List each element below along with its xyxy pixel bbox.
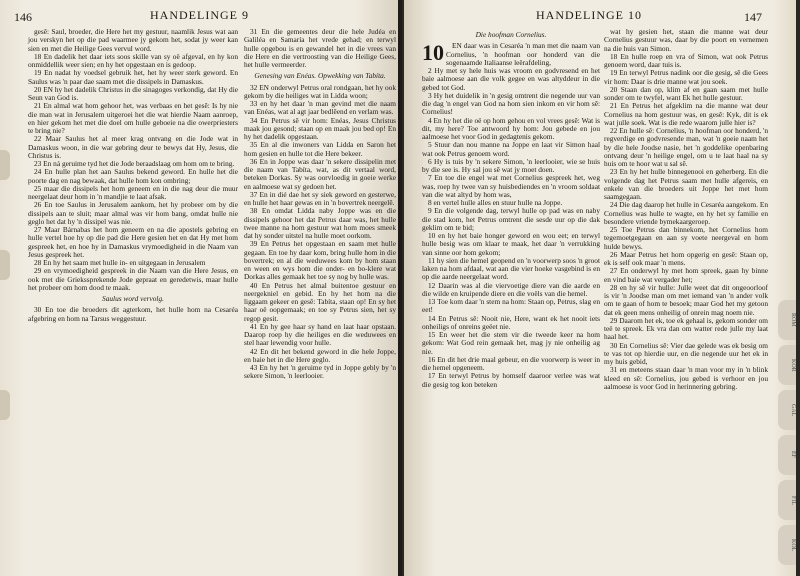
page-header: HANDELINGE 9 bbox=[150, 8, 249, 22]
page-header: HANDELINGE 10 bbox=[536, 8, 642, 22]
verse: 29 Daarom het ek, toe ek gehaal is, gekom sonder om teë te spreek. Ek vra dan om watter rede julle my laat haal het. bbox=[604, 315, 768, 342]
verse: 8 en vertel hulle alles en stuur hulle na Joppe. bbox=[428, 198, 563, 207]
thumb-index-tab[interactable]: ROM bbox=[778, 300, 796, 340]
verse: 41 En hy gee haar sy hand en laat haar opstaan. Daarop roep hy die heiliges en die weduwees en stel haar lewendig voor hulle. bbox=[244, 321, 396, 348]
thumb-index-tab[interactable]: KOL bbox=[778, 525, 796, 565]
page-edge-tab bbox=[0, 390, 10, 420]
verse: 15 En weer het die stem vir die tweede keer na hom gekom: Wat God rein gemaak het, mag jy nie onheilig ag nie. bbox=[422, 330, 600, 356]
verse: 18 En hulle roep en vra of Simon, wat ook Petrus genoem word, daar tuis is. bbox=[604, 51, 768, 69]
verse: 9 En die volgende dag, terwyl hulle op pad was en naby die stad kom, het Petrus omtrent die sesde uur op die dak geklim om te bid; bbox=[422, 206, 600, 232]
verse: 19 En nadat hy voedsel gebruik het, het hy weer sterk geword. En Saulus was 'n paar dae saam met die dissipels in Damaskus. bbox=[28, 68, 238, 86]
verse: 25 Toe Petrus dan binnekom, het Cornelius hom tegemoetgegaan en aan sy voete neergeval en hom hulde bewys. bbox=[604, 225, 768, 251]
verse: 42 En dit het bekend geword in die hele Joppe, en baie het in die Here geglo. bbox=[244, 346, 396, 364]
verse: 2 Hy met sy hele huis was vroom en godvresend en het baie aalmoese aan die volk gegee en was altyddeur in die gebed tot God. bbox=[422, 66, 600, 92]
verse: 18 En dadelik het daar iets soos skille van sy oë afgeval, en hy kon onmiddellik weer sien; en hy het opgestaan en is gedoop. bbox=[28, 51, 238, 69]
thumb-index-tab[interactable]: EF bbox=[778, 435, 796, 475]
verse: 14 En Petrus sê: Nooit nie, Here, want ek het nooit iets onheiligs of onreins geëet nie. bbox=[422, 313, 600, 331]
verse: 31 en meteens staan daar 'n man voor my in 'n blink kleed en sê: Cornelius, jou gebed is verhoor en jou aalmoese is voor God in herinnering gebring. bbox=[604, 365, 768, 391]
verse: 20 EN hy het dadelik Christus in die sinagoges verkondig, dat Hy die Seun van God is. bbox=[28, 84, 238, 102]
verse: 29 en vrymoedigheid gespreek in die Naam van die Here Jesus, en ook met die Griekssprekende Jode gepraat en geredetwis, maar hulle het probeer om hom dood te maak. bbox=[28, 266, 238, 292]
verse: 40 En Petrus het almal buitentoe gestuur en neergekniel en gebid. En hy het hom na die liggaam gekeer en gesê: Tabíta, staan op! En sy het haar oë oopgemaak; en toe sy Petrus sien, het sy regop gesit. bbox=[244, 280, 396, 323]
verse: 5 Stuur dan nou manne na Joppe en laat vir Simon haal wat ook Petrus genoem word. bbox=[422, 140, 600, 158]
thumb-index-tab[interactable]: KOR bbox=[778, 345, 796, 385]
text-column-left-2 bbox=[244, 28, 396, 381]
verse: gesê: Saul, broeder, die Here het my gestuur, naamlik Jesus wat aan jou verskyn het op die pad waarmee jy gekom het, sodat jy weer kan sien en met die Heilige Gees vervul word. bbox=[28, 27, 238, 53]
verse: 10 en hy het baie honger geword en wou eet; en terwyl hulle besig was om klaar te maak, het daar 'n verrukking van sinne oor hom gekom; bbox=[422, 231, 600, 257]
text-column-left-1 bbox=[28, 28, 238, 323]
right-page bbox=[404, 0, 796, 576]
verse: 39 En Petrus het opgestaan en saam met hulle gegaan. En toe hy daar kom, bring hulle hom in die bovertrek; en al die weduwees kom by hom staan en ween en wys hom die onder- en bo-klere wat Dorkas alles gemaak het toe sy nog by hulle was. bbox=[244, 239, 396, 282]
verse: 35 En al die inwoners van Lidda en Saron het hom gesien en hulle tot die Here bekeer. bbox=[244, 140, 396, 158]
verse: 34 En Petrus sê vir hom: Enéas, Jesus Christus maak jou gesond; staan op en maak jou bed op! En hy het dadelik opgestaan. bbox=[244, 115, 396, 141]
verse: 31 En die gemeentes deur die hele Judéa en Galiléa en Samaría het vrede gehad; en terwyl hulle opgebou is en gewandel het in die vrees van die Here en die vertroosting van die Heilige Gees, het hulle vermeerder. bbox=[244, 27, 396, 69]
verse: 33 en hy het daar 'n man gevind met die naam van Enéas, wat al agt jaar bedlêend en verlam was. bbox=[244, 99, 396, 117]
verse: wat hy gesien het, staan die manne wat deur Cornelius gestuur was, daar by die poort en vernemen na die huis van Simon. bbox=[604, 27, 768, 53]
page-edge-tab bbox=[0, 150, 10, 180]
page-number: 147 bbox=[744, 10, 762, 24]
section-heading: Saulus word vervolg. bbox=[102, 294, 164, 303]
verse: 23 En hy het hulle binnegenooi en geherberg. En die volgende dag het Petrus saam met hulle afgereis, en enkele van die broeders uit Joppe het met hom saamgegaan. bbox=[604, 167, 768, 201]
verse: 30 En Cornelius sê: Vier dae gelede was ek besig om te vas tot op hierdie uur, en die negende uur het ek in my huis gebid, bbox=[604, 340, 768, 366]
book-gutter bbox=[398, 0, 402, 576]
section-heading: Die hoofman Cornelius. bbox=[475, 30, 547, 39]
verse: 19 En terwyl Petrus nadink oor die gesig, sê die Gees vir hom: Daar is drie manne wat jou soek. bbox=[604, 68, 768, 86]
verse: 32 EN onderwyl Petrus oral rondgaan, het hy ook gekom by die heiliges wat in Lidda woon; bbox=[244, 82, 396, 100]
section-heading: Genesing van Enéas. Opwekking van Tabíta. bbox=[254, 71, 386, 81]
verse: 26 En toe Saulus in Jerusalem aankom, het hy probeer om by die dissipels aan te sluit; maar almal was vir hom bang, omdat hulle nie geglo het dat hy 'n dissipel was nie. bbox=[28, 200, 238, 226]
verse: 24 Die dag daarop het hulle in Cesaréa aangekom. En Cornelius was hulle te wagte, en hy het sy familie en besondere vriende bymekaargeroep. bbox=[604, 200, 768, 226]
verse: 16 En dit het drie maal gebeur, en die voorwerp is weer in die hemel opgeneem. bbox=[422, 354, 600, 372]
verse: 20 Staan dan op, klim af en gaan saam met hulle sonder om te twyfel, want Ek het hulle gestuur. bbox=[604, 84, 768, 102]
verse: 26 Maar Petrus het hom opgerig en gesê: Staan op, ek is self ook maar 'n mens. bbox=[604, 249, 768, 267]
verse: 27 Maar Bárnabas het hom geneem en na die apostels gebring en hulle vertel hoe hy op die pad die Here gesien het en dat Hy met hom gespreek het, en hoe hy in Damaskus vrymoedigheid in die Naam van Jesus gespreek het. bbox=[28, 225, 238, 259]
verse: 25 maar die dissipels het hom geneem en in die nag deur die muur neergelaat deur hom in 'n mandjie te laat afsak. bbox=[28, 183, 238, 201]
verse: 4 En hy het die oë op hom gehou en vol vrees gesê: Wat is dit, my here? Toe antwoord hy hom: Jou gebede en jou aalmoese het voor God in gedagtenis gekom. bbox=[422, 115, 600, 141]
verse: 22 Maar Saulus het al meer krag ontvang en die Jode wat in Damaskus woon, in die war gebring deur te bewys dat Hy, Jesus, die Christus is. bbox=[28, 134, 238, 160]
chapter-number: 10 bbox=[422, 40, 444, 66]
thumb-index-tab[interactable]: FIL bbox=[778, 480, 796, 520]
verse: 3 Hy het duidelik in 'n gesig omtrent die negende uur van die dag 'n engel van God na hom sien inkom en vir hom sê: Cornelius! bbox=[422, 90, 600, 117]
verse: 28 En hy het saam met hulle in- en uitgegaan in Jerusalem bbox=[34, 258, 206, 267]
verse: 23 En ná geruime tyd het die Jode beraadslaag om hom om te bring. bbox=[34, 159, 235, 168]
page-edge-tab bbox=[0, 250, 10, 280]
verse: 7 En toe die engel wat met Cornelius gespreek het, weg was, roep hy twee van sy huisbediendes en 'n vroom soldaat van die wat altyd by hom was, bbox=[422, 173, 600, 199]
verse: 37 En in dié dae het sy siek geword en gesterwe, en hulle het haar gewas en in 'n bovertrek neergelê. bbox=[244, 189, 396, 207]
verse: 27 En onderwyl hy met hom spreek, gaan hy binne en vind baie wat vergader het; bbox=[604, 266, 768, 284]
verse: 36 En in Joppe was daar 'n sekere dissipelin met die naam van Tabíta, wat, as dit vertaal word, beteken Dorkas. Sy was oorvloedig in goeie werke en aalmoese wat sy gedoen het. bbox=[244, 156, 396, 191]
verse: 30 En toe die broeders dit agterkom, het hulle hom na Cesaréa afgebring en hom na Tarsus weggestuur. bbox=[28, 305, 238, 323]
page-number: 146 bbox=[14, 10, 32, 24]
verse: 6 Hy is tuis by 'n sekere Simon, 'n leerlooier, wie se huis by die see is. Hy sal jou sê wat jy moet doen. bbox=[422, 156, 600, 174]
text-column-right-2 bbox=[604, 28, 768, 391]
verse: 21 En Petrus het afgeklim na die manne wat deur Cornelius na hom gestuur was, en gesê: Kyk, dit is ek wat julle soek. Wat is die rede waarom julle hier is? bbox=[604, 101, 768, 127]
verse: 43 En hy het 'n geruime tyd in Joppe gebly by 'n sekere Simon, 'n leerlooier. bbox=[244, 363, 396, 381]
verse: 11 hy sien die hemel geopend en 'n voorwerp soos 'n groot laken na hom afdaal, wat aan die vier hoeke vasgebind is en op die aarde neergelaat word. bbox=[422, 255, 600, 282]
verse: EN daar was in Cesaréa 'n man met die naam van Cornelius, 'n hoofman oor honderd van die sogenaamde Italiaanse leërafdeling, bbox=[446, 41, 600, 67]
verse: 12 Daarin was al die viervoetige diere van die aarde en die wilde en kruipende diere en die voëls van die hemel. bbox=[422, 280, 600, 298]
verse: 38 En omdat Lidda naby Joppe was en die dissipels gehoor het dat Petrus daar was, het hulle twee manne na hom gestuur wat hom moes smeek dat hy sonder uitstel na hulle moet oorkom. bbox=[244, 206, 396, 240]
verse: 21 En almal wat hom gehoor het, was verbaas en het gesê: Is hy nie die man wat in Jerusalem uitgeroei het die wat hierdie Naam aanroep, en hier gekom het met die doel om hulle geboeie na die owerpriesters te bring nie? bbox=[28, 101, 238, 135]
verse: 13 Toe kom daar 'n stem na hom: Staan op, Petrus, slag en eet! bbox=[422, 297, 600, 315]
text-column-right-1 bbox=[422, 28, 600, 389]
verse: 28 en hy sê vir hulle: Julle weet dat dit ongeoorloof is vir 'n Joodse man om met iemand van 'n ander volk om te gaan of hom te besoek; maar God het my getoon dat ek geen mens onheilig of onrein mag noem nie. bbox=[604, 282, 768, 317]
verse: 24 En hulle plan het aan Saulus bekend geword. En hulle het die poorte dag en nag bewaak, dat hulle hom kon ombring; bbox=[28, 167, 238, 185]
verse: 22 En hulle sê: Cornelius, 'n hoofman oor honderd, 'n regverdige en godvresende man, wat 'n goeie naam het by die hele Joodse nasie, het 'n goddelike openbaring ontvang deur 'n heilige engel, om u te laat haal na sy huis om te hoor wat u sal sê. bbox=[604, 126, 768, 168]
thumb-index-tab[interactable]: GAL bbox=[778, 390, 796, 430]
verse: 17 En terwyl Petrus by homself daaroor verlee was wat die gesig tog kon beteken bbox=[422, 371, 600, 389]
